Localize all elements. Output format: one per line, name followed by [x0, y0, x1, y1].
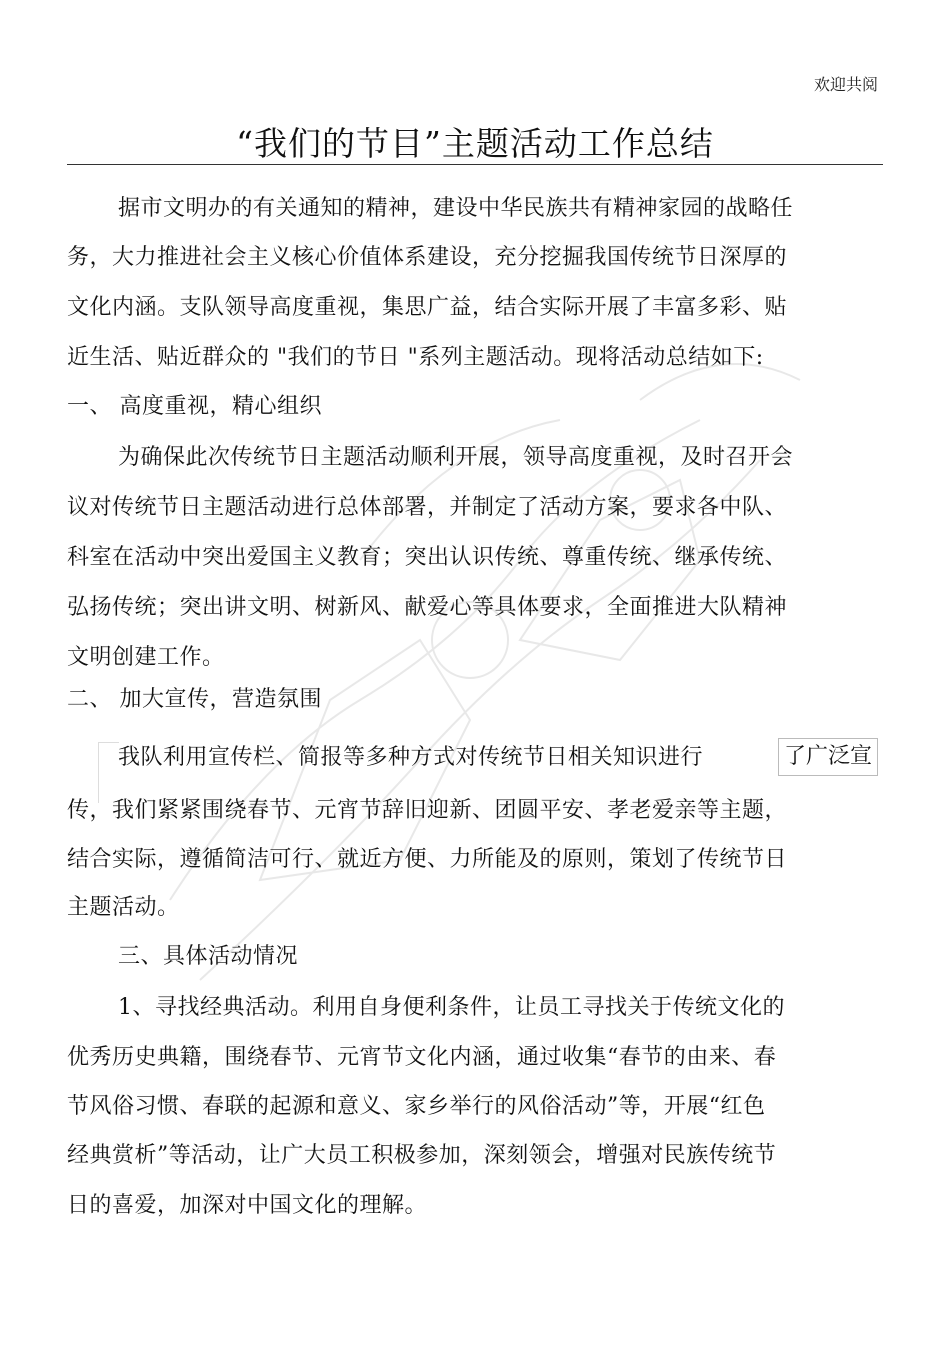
section-heading: 一、 高度重视，精心组织	[67, 394, 322, 419]
paragraph-line: 务，大力推进社会主义核心价值体系建设，充分挖掘我国传统节日深厚的	[67, 245, 788, 270]
page-title: “我们的节目”主题活动工作总结	[236, 124, 714, 163]
paragraph-line: 优秀历史典籍，围绕春节、元宵节文化内涵，通过收集“春节的由来、春	[67, 1045, 777, 1070]
paragraph-line: 传，我们紧紧围绕春节、元宵节辞旧迎新、团圆平安、孝老爱亲等主题，	[67, 798, 788, 823]
paragraph-line: 1、寻找经典活动。利用自身便利条件，让员工寻找关于传统文化的	[118, 995, 785, 1020]
paragraph-line: 近生活、贴近群众的 "我们的节日 "系列主题活动。现将活动总结如下:	[67, 345, 764, 370]
paragraph-line: 据市文明办的有关通知的精神，建设中华民族共有精神家园的战略任	[118, 196, 794, 221]
paragraph-line: 文明创建工作。	[67, 645, 225, 670]
paragraph-line: 节风俗习惯、春联的起源和意义、家乡举行的风俗活动”等，开展“红色	[67, 1094, 766, 1119]
boxed-text: 了广泛宣	[778, 738, 878, 776]
paragraph-line: 文化内涵。支队领导高度重视，集思广益，结合实际开展了丰富多彩、贴	[67, 295, 788, 320]
paragraph-line: 经典赏析”等活动，让广大员工积极参加，深刻领会，增强对民族传统节	[67, 1143, 777, 1168]
section-heading: 三、具体活动情况	[118, 944, 299, 969]
paragraph-line: 弘扬传统；突出讲文明、树新风、献爱心等具体要求，全面推进大队精神	[67, 595, 788, 620]
paragraph-line: 议对传统节日主题活动进行总体部署，并制定了活动方案，要求各中队、	[67, 495, 788, 520]
paragraph-line: 主题活动。	[67, 895, 180, 920]
paragraph-line: 科室在活动中突出爱国主义教育；突出认识传统、尊重传统、继承传统、	[67, 545, 788, 570]
title-underline	[67, 164, 883, 165]
header-note: 欢迎共阅	[813, 75, 878, 94]
paragraph-line: 日的喜爱，加深对中国文化的理解。	[67, 1193, 428, 1218]
section-heading: 二、 加大宣传，营造氛围	[67, 687, 322, 712]
paragraph-line: 为确保此次传统节日主题活动顺利开展，领导高度重视，及时召开会	[118, 445, 794, 470]
margin-mark	[98, 742, 119, 803]
paragraph-line: 我队利用宣传栏、简报等多种方式对传统节日相关知识进行	[118, 745, 704, 770]
paragraph-line: 结合实际，遵循简洁可行、就近方便、力所能及的原则，策划了传统节日	[67, 847, 788, 872]
